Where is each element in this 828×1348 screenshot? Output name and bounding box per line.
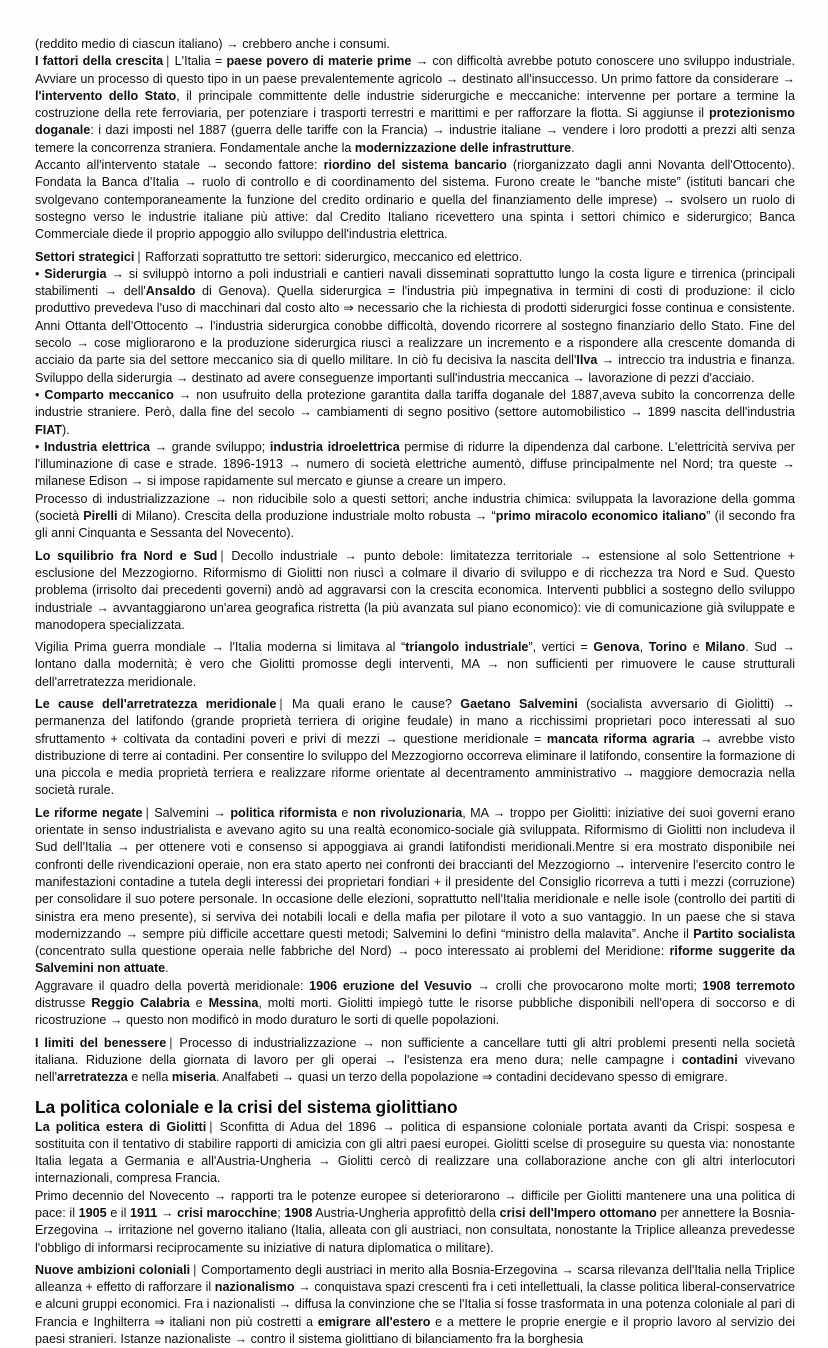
paragraph-processo-industrializzazione: Processo di industrializzazione → non riducibile solo a questi settori; anche industria chimica: sviluppata la lavorazione della gomma (società Pirelli di Milano). Crescita della produzione industriale molto robusta → “primo miracolo economico italiano” (il secondo fra gli anni Cinquanta e Sessanta del Novecento). <box>35 491 795 541</box>
bullet-industria-elettrica: • Industria elettrica → grande sviluppo; industria idroelettrica permise di ridurre la dipendenza dal carbone. L'elettricità serviva per l'illuminazione di case e strade. 1896-1913 → numero di società elettriche aumentò, diffuse principalmente nel Nord; tra queste → milanese Edison → si impose rapidamente sul mercato e giunse a creare un impero. <box>35 439 796 489</box>
bullet-marker: • <box>35 387 40 402</box>
lead-in-limiti-benessere: I limiti del benessere <box>35 1035 167 1050</box>
term-pirelli: Pirelli <box>83 509 118 524</box>
term-nazionalismo: nazionalismo <box>214 1280 295 1295</box>
term-primo-miracolo: primo miracolo economico italiano <box>495 509 707 524</box>
paragraph-limiti-benessere: I limiti del benessere | Processo di industrializzazione → non sufficiente a cancellare tutti gli altri problemi presenti nella società italiana. Riduzione della giornata di lavoro per gli operai → l'esistenza era meno dura; nelle campagne i contadini vivevano nell'arretratezza e nella miseria. Analfabeti → quasi un terzo della popolazione ⇒ contadini decidevano spesso di emigrare. <box>35 1035 795 1085</box>
term-riordino-bancario: riordino del sistema bancario <box>323 158 507 173</box>
term-1908: 1908 <box>284 1206 313 1220</box>
term-industria-elettrica: Industria elettrica <box>44 439 151 454</box>
term-siderurgia: Siderurgia <box>44 266 107 281</box>
term-triangolo-industriale: triangolo industriale <box>405 640 529 655</box>
lead-in-settori-strategici: Settori strategici <box>35 249 135 264</box>
term-industria-idroelettrica: industria idroelettrica <box>269 439 400 454</box>
term-modernizzazione-infrastrutture: modernizzazione delle infrastrutture <box>354 140 572 155</box>
paragraph-poverta-meridionale: Aggravare il quadro della povertà meridionale: 1906 eruzione del Vesuvio → crolli che provocarono molte morti; 1908 terremoto distrusse Reggio Calabria e Messina, molti morti. Giolitti impiegò tutte le risorse pubbliche disponibili nell'opera di soccorso e di ricostruzione → questo non modificò in modo duraturo le sorti di quelle popolazioni. <box>35 978 796 1028</box>
section-heading-politica-coloniale: La politica coloniale e la crisi del sistema giolittiano <box>35 1096 458 1117</box>
bullet-marker: • <box>35 439 40 454</box>
term-1908-terremoto: 1908 terremoto <box>702 978 796 993</box>
term-1905: 1905 <box>78 1206 107 1220</box>
term-riforme-suggerite: riforme suggerite da Salvemini non attuate <box>35 944 795 976</box>
term-miseria: miseria <box>171 1070 216 1085</box>
lead-in-riforme-negate: Le riforme negate <box>35 805 143 820</box>
paragraph-squilibrio-nord-sud <box>35 548 795 634</box>
lead-separator: | <box>193 1262 197 1277</box>
term-ilva: Ilva <box>576 353 598 368</box>
lead-in-squilibrio-nord-sud: Lo squilibrio fra Nord e Sud <box>35 548 218 563</box>
term-contadini: contadini <box>681 1052 738 1067</box>
bullet-comparto-meccanico: • Comparto meccanico → non usufruito della protezione garantita dalla tariffa doganale del 1887,aveva subito la concorrenza delle industrie straniere. Però, dalla fine del secolo → cambiamenti di segno positivo (settore automobilistico → 1899 nascita dell'industria FIAT). <box>35 387 795 437</box>
term-1911: 1911 <box>129 1206 158 1220</box>
paragraph-primo-decennio: Primo decennio del Novecento → rapporti tra le potenze europee si deteriorarono → difficile per Giolitti mantenere una una politica di pace: il 1905 e il 1911 → crisi marocchine; 1908 Austria-Ungheria approfittò della crisi dell'Impero ottomano per annettere la Bosnia-Erzegovina → irritazione nel governo italiano (Italia, alleata con gli austriaci, non consultata, nonostante la Triplice alleanza prevedesse l'obbligo di informarsi reciprocamente su iniziative di natura diplomatica o militare). <box>35 1188 796 1255</box>
term-gaetano-salvemini: Gaetano Salvemini <box>460 696 578 711</box>
lead-separator: | <box>166 54 170 69</box>
term-1906-vesuvio: 1906 eruzione del Vesuvio <box>309 978 472 993</box>
settori-strategici-text: Rafforzati soprattutto tre settori: siderurgico, meccanico ed elettrico. <box>145 249 523 264</box>
paragraph-cause-arretratezza: Le cause dell'arretratezza meridionale | Ma quali erano le cause? Gaetano Salvemini (socialista avversario di Giolitti) → permanenza del latifondo (grande proprietà terriera di origine feudale) in mano a ricchissimi proprietari poco interessati al suo sfruttamento + coltivata da contadini poveri e privi di mezzi → questione meridionale = mancata riforma agraria → avrebbe visto distribuzione di terre ai contadini. Per consentire lo sviluppo del Mezzogiorno occorreva eliminare il latifondo, consentire la formazione di una piccola e media proprietà terriera e realizzare riforme orientate al decentramento amministrativo → maggiore democrazia nella società rurale. <box>35 696 796 798</box>
term-messina: Messina <box>208 996 259 1011</box>
term-crisi-marocchine: crisi marocchine <box>177 1206 278 1220</box>
term-protezionismo-doganale: protezionismo doganale <box>35 106 795 138</box>
term-partito-socialista: Partito socialista <box>693 926 795 941</box>
lead-separator: | <box>209 1119 213 1134</box>
term-reggio-calabria: Reggio Calabria <box>91 996 190 1011</box>
lead-in-politica-estera: La politica estera di Giolitti <box>35 1119 207 1134</box>
lead-in-fattori-crescita: I fattori della crescita <box>35 54 164 69</box>
term-politica-riformista: politica riformista <box>230 805 337 820</box>
term-torino: Torino <box>648 640 687 655</box>
lead-separator: | <box>220 548 224 563</box>
squilibrio-text: Decollo industriale → punto debole: limitatezza territoriale → estensione al solo Settentrione + esclusione del Mezzogiorno. Riformismo di Giolitti non riuscì a colmare il divario di sviluppo e di ricchezza tra Nord e Sud. Questo problema (irrisolto dai precedenti governi) andò ad aggravarsi con la crescita economica. Interventi pubblici a sostegno dello sviluppo industriale → avvantaggiarono un'area geografica ristretta (la più avanzata sul piano economico): vie di comunicazione già sviluppate e manodopera specializzata. <box>35 548 796 632</box>
lead-separator: | <box>279 696 283 711</box>
paragraph-intro-line: (reddito medio di ciascun italiano) → crebbero anche i consumi. <box>35 37 390 51</box>
paragraph-fattori-crescita: I fattori della crescita | L'Italia = paese povero di materie prime → con difficoltà avrebbe potuto conoscere uno sviluppo industriale. Avviare un processo di questo tipo in un paese prevalentemente agricolo → destinato all'insuccesso. Un primo fattore da considerare → l'intervento dello Stato, il principale committente delle industrie siderurgiche e meccaniche: intervenne per portare a termine la costruzione della rete ferroviaria, per potenziare i trasporti terrestri e marittimi e per rafforzare la flotta. Si aggiunse il protezionismo doganale: i dazi imposti nel 1887 (guerra delle tariffe con la Francia) → industrie italiane → vendere i loro prodotti a prezzi alti senza temere la concorrenza straniera. Fondamentale anche la modernizzazione delle infrastrutture. <box>35 54 795 155</box>
lead-separator: | <box>145 805 149 820</box>
term-emigrare-estero: emigrare all'estero <box>317 1314 431 1329</box>
term-ansaldo: Ansaldo <box>145 284 196 299</box>
paragraph-triangolo-industriale: Vigilia Prima guerra mondiale → l'Italia moderna si limitava al “triangolo industriale”, vertici = Genova, Torino e Milano. Sud → lontano dalla modernità; è vero che Giolitti promosse degli interventi, MA → non sufficienti per rimuovere le cause strutturali dell'arretratezza meridionale. <box>35 640 796 689</box>
bullet-marker: • <box>35 266 40 281</box>
lead-separator: | <box>169 1035 173 1050</box>
paragraph-settori-strategici <box>35 249 795 266</box>
document-body <box>35 36 795 1348</box>
lead-in-nuove-ambizioni: Nuove ambizioni coloniali <box>35 1262 191 1277</box>
term-non-rivoluzionaria: non rivoluzionaria <box>352 805 463 820</box>
term-genova: Genova <box>593 640 640 655</box>
politica-estera-text: Sconfitta di Adua del 1896 → politica di espansione coloniale portata avanti da Crispi: sospesa e sostituita con il tentativo di stabilire rapporti di amicizia con gli altri paesi europei. Giolitti scelse di proseguire su questa via: nonostante Italia legata a Germania e all'Austria-Ungheria → Giolitti cercò di realizzare una collaborazione anche con gli altri interlocutori internazionali, compresa Francia. <box>35 1119 796 1186</box>
paragraph-riforme-negate: Le riforme negate | Salvemini → politica riformista e non rivoluzionaria, MA → troppo per Giolitti: iniziative dei suoi governi erano orientate in senso industrialista e avevano agito su una realtà economico-sociale già sviluppata. Riformismo di Giolitti non includeva il Sud dell'Italia → per ottenere voti e consenso si appoggiava ai grandi latifondisti meridionali.Mentre si era mostrato disponibile nei confronti delle rivendicazioni operaie, non era stato aperto nei confronti dei braccianti del Mezzogiorno → intervenire l'esercito contro le manifestazioni contadine a tutela degli interessi dei proprietari fondiari + il presidente del Consiglio ricorreva a tutti i mezzi (corruzione) per consolidare il suo potere personale. In occasione delle elezioni, soprattutto nell'Italia meridionale e nelle isole (controllo dei partiti di sinistra era meno presente), si serviva dei notabili locali e della mafia per pilotare il voto a suo vantaggio. In un paese che si stava modernizzando → sempre più difficile accettare questi metodi; Salvemini lo definì “ministro della malavita”. Anche il Partito socialista (concentrato sulla questione operaia nelle fabbriche del Nord) → poco interessato ai problemi del Meridione: riforme suggerite da Salvemini non attuate. <box>35 805 795 976</box>
bullet-siderurgia: • Siderurgia → si sviluppò intorno a poli industriali e cantieri navali disseminati soprattutto lungo la costa ligure e tirrenica (principali stabilimenti → dell'Ansaldo di Genova). Quella siderurgica = l'industria più impegnativa in termini di costi di produzione: il ciclo produttivo prevedeva l'uso di macchinari dal costo alto ⇒ necessario che la richiesta di prodotti siderurgici fosse continua e consistente. Anni Ottanta dell'Ottocento → l'industria siderurgica conobbe difficoltà, dovendo ricorrere al sostegno finanziario dello Stato. Fine del secolo → cose migliorarono e la produzione siderurgica riuscì a realizzare un incremento e a rispondere alla crescente domanda di acciaio da parte sia del settore meccanico sia di quello militare. In ciò fu decisiva la nascita dell'Ilva → intreccio tra industria e finanza. Sviluppo della siderurgia → destinato ad avere conseguenze importanti sull'industria meccanica → lavorazione di pezzi d'acciaio. <box>35 266 796 385</box>
term-intervento-stato: l'intervento dello Stato <box>35 88 177 103</box>
lead-in-cause-arretratezza: Le cause dell'arretratezza meridionale <box>35 696 277 711</box>
lead-separator: | <box>137 249 141 264</box>
term-materie-prime: paese povero di materie prime <box>226 54 412 69</box>
term-crisi-impero-ottomano: crisi dell'Impero ottomano <box>499 1206 657 1220</box>
paragraph-politica-estera <box>35 1119 795 1188</box>
term-arretratezza: arretratezza <box>57 1070 128 1085</box>
paragraph-riordino-bancario: Accanto all'intervento statale → secondo fattore: riordino del sistema bancario (riorganizzato dagli anni Novanta dell'Ottocento). Fondata la Banca d'Italia → ruolo di controllo e di coordinamento del sistema. Furono create le “banche miste” (istituti bancari che svolgevano contemporaneamente la funzione del credito ordinario e quella del finanziamento delle imprese) → svolsero un ruolo di sostegno verso le industrie italiane più attive: dal Credito Italiano ricevettero una spinta i settori chimico e siderurgico; Banca Commerciale diede il proprio appoggio allo sviluppo dell'industria elettrica. <box>35 158 796 242</box>
term-comparto-meccanico: Comparto meccanico <box>44 387 174 402</box>
term-fiat: FIAT <box>35 422 63 437</box>
term-milano: Milano <box>705 640 746 655</box>
paragraph-nuove-ambizioni: Nuove ambizioni coloniali | Comportamento degli austriaci in merito alla Bosnia-Erzegovina → scarsa rilevanza dell'Italia nella Triplice alleanza + effetto di rafforzare il nazionalismo → conquistava spazi crescenti fra i ceti intellettuali, la classe politica liberal-conservatrice e alcuni gruppi economici. Fra i nazionalisti → diffusa la convinzione che se l'Italia si fosse trasformata in una potenza coloniale al pari di Francia e Inghilterra ⇒ italiani non più costretti a emigrare all'estero e a mettere le proprie energie e il proprio lavoro al servizio dei paesi stranieri. Istanze nazionaliste → contro il sistema giolittiano di bilanciamento fra la borghesia <box>35 1262 795 1347</box>
term-mancata-riforma-agraria: mancata riforma agraria <box>546 731 695 746</box>
